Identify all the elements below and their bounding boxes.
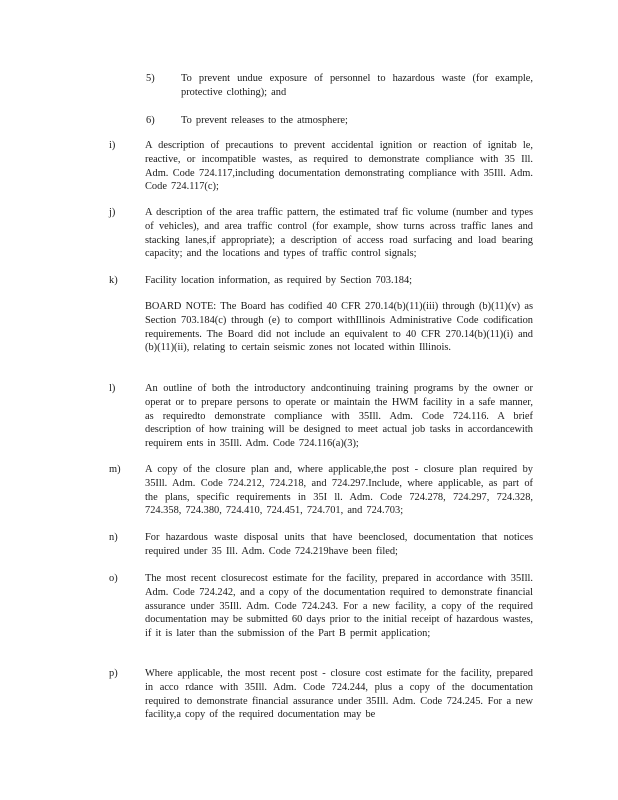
item-text: A copy of the closure plan and, where applicable,the post - closure plan required by 35Ill. Adm. Code 724.212, 724.218, and 724.297.Include, where applicable, as part of the plans, specific requirements in 35I ll. Adm. Code 724.278, 724.297, 724.328, 724.358, 724.380, 724.410, 724.451, 724.701, and 724.703; <box>145 464 533 517</box>
item-label: k) <box>109 275 118 286</box>
item-text: To prevent releases to the atmosphere; <box>181 115 348 126</box>
item-text: A description of the area traffic pattern, the estimated traf fic volume (number and types of vehicles), and area traffic control (for example, show turns across traffic lanes and stacking lanes,if appropriate); a description of access road surfacing and load bearing capacity; and the locations and types of traffic control signals; <box>145 207 533 260</box>
item-text: To prevent undue exposure of personnel to hazardous waste (for example, protective clothing); and <box>181 73 533 98</box>
item-text: A description of precautions to prevent accidental ignition or reaction of ignitab le, reactive, or incompatible wastes, as required to demonstrate compliance with 35 Ill. Adm. Code 724.117,including documentation demonstrating compliance with 35Ill. Adm. Code 724.117(c); <box>145 140 533 193</box>
board-note-text: BOARD NOTE: The Board has codified 40 CFR 270.14(b)(11)(iii) through (b)(11)(v) as Section 703.184(c) through (e) to comport withIllinois Administrative Code codification requirements. The Board did not include an equivalent to 40 CFR 270.14(b)(11)(i) and (b)(11)(ii), relating to certain seismic zones not located within Illinois. <box>145 301 533 354</box>
item-text: For hazardous waste disposal units that have beenclosed, documentation that notices required under 35 Ill. Adm. Code 724.219have been filed; <box>145 532 533 557</box>
item-text: Where applicable, the most recent post - closure cost estimate for the facility, prepared in acco rdance with 35Ill. Adm. Code 724.244, plus a copy of the documentation required to demonstrate financial assurance under 35Ill. Adm. Code 724.245. For a new facility,a copy of the required documentation may be <box>145 668 533 721</box>
item-label: m) <box>109 464 121 475</box>
item-label: 6) <box>146 115 155 126</box>
item-text: Facility location information, as required by Section 703.184; <box>145 275 413 286</box>
item-label: i) <box>109 140 116 151</box>
item-text: An outline of both the introductory andcontinuing training programs by the owner or operat or to prepare persons to operate or maintain the HWM facility in a safe manner, as requiredto demonstrate compliance with 35Ill. Adm. Code 724.116. A brief description of how training will be designed to meet actual job tasks in accordancewith requirem ents in 35Ill. Adm. Code 724.116(a)(3); <box>145 383 533 450</box>
item-label: n) <box>109 532 118 543</box>
item-label: 5) <box>146 73 155 84</box>
item-label: o) <box>109 573 118 584</box>
item-text: The most recent closurecost estimate for the facility, prepared in accordance with 35Ill. Adm. Code 724.242, and a copy of the documentation required to demonstrate financial assurance under 35Ill. Adm. Code 724.243. For a new facility, a copy of the required documentation may be submitted 60 days prior to the initial receipt of hazardous wastes, if it is later than the submission of the Part B permit application; <box>145 573 533 640</box>
item-label: p) <box>109 668 118 679</box>
item-label: j) <box>109 207 116 218</box>
item-label: l) <box>109 383 116 394</box>
